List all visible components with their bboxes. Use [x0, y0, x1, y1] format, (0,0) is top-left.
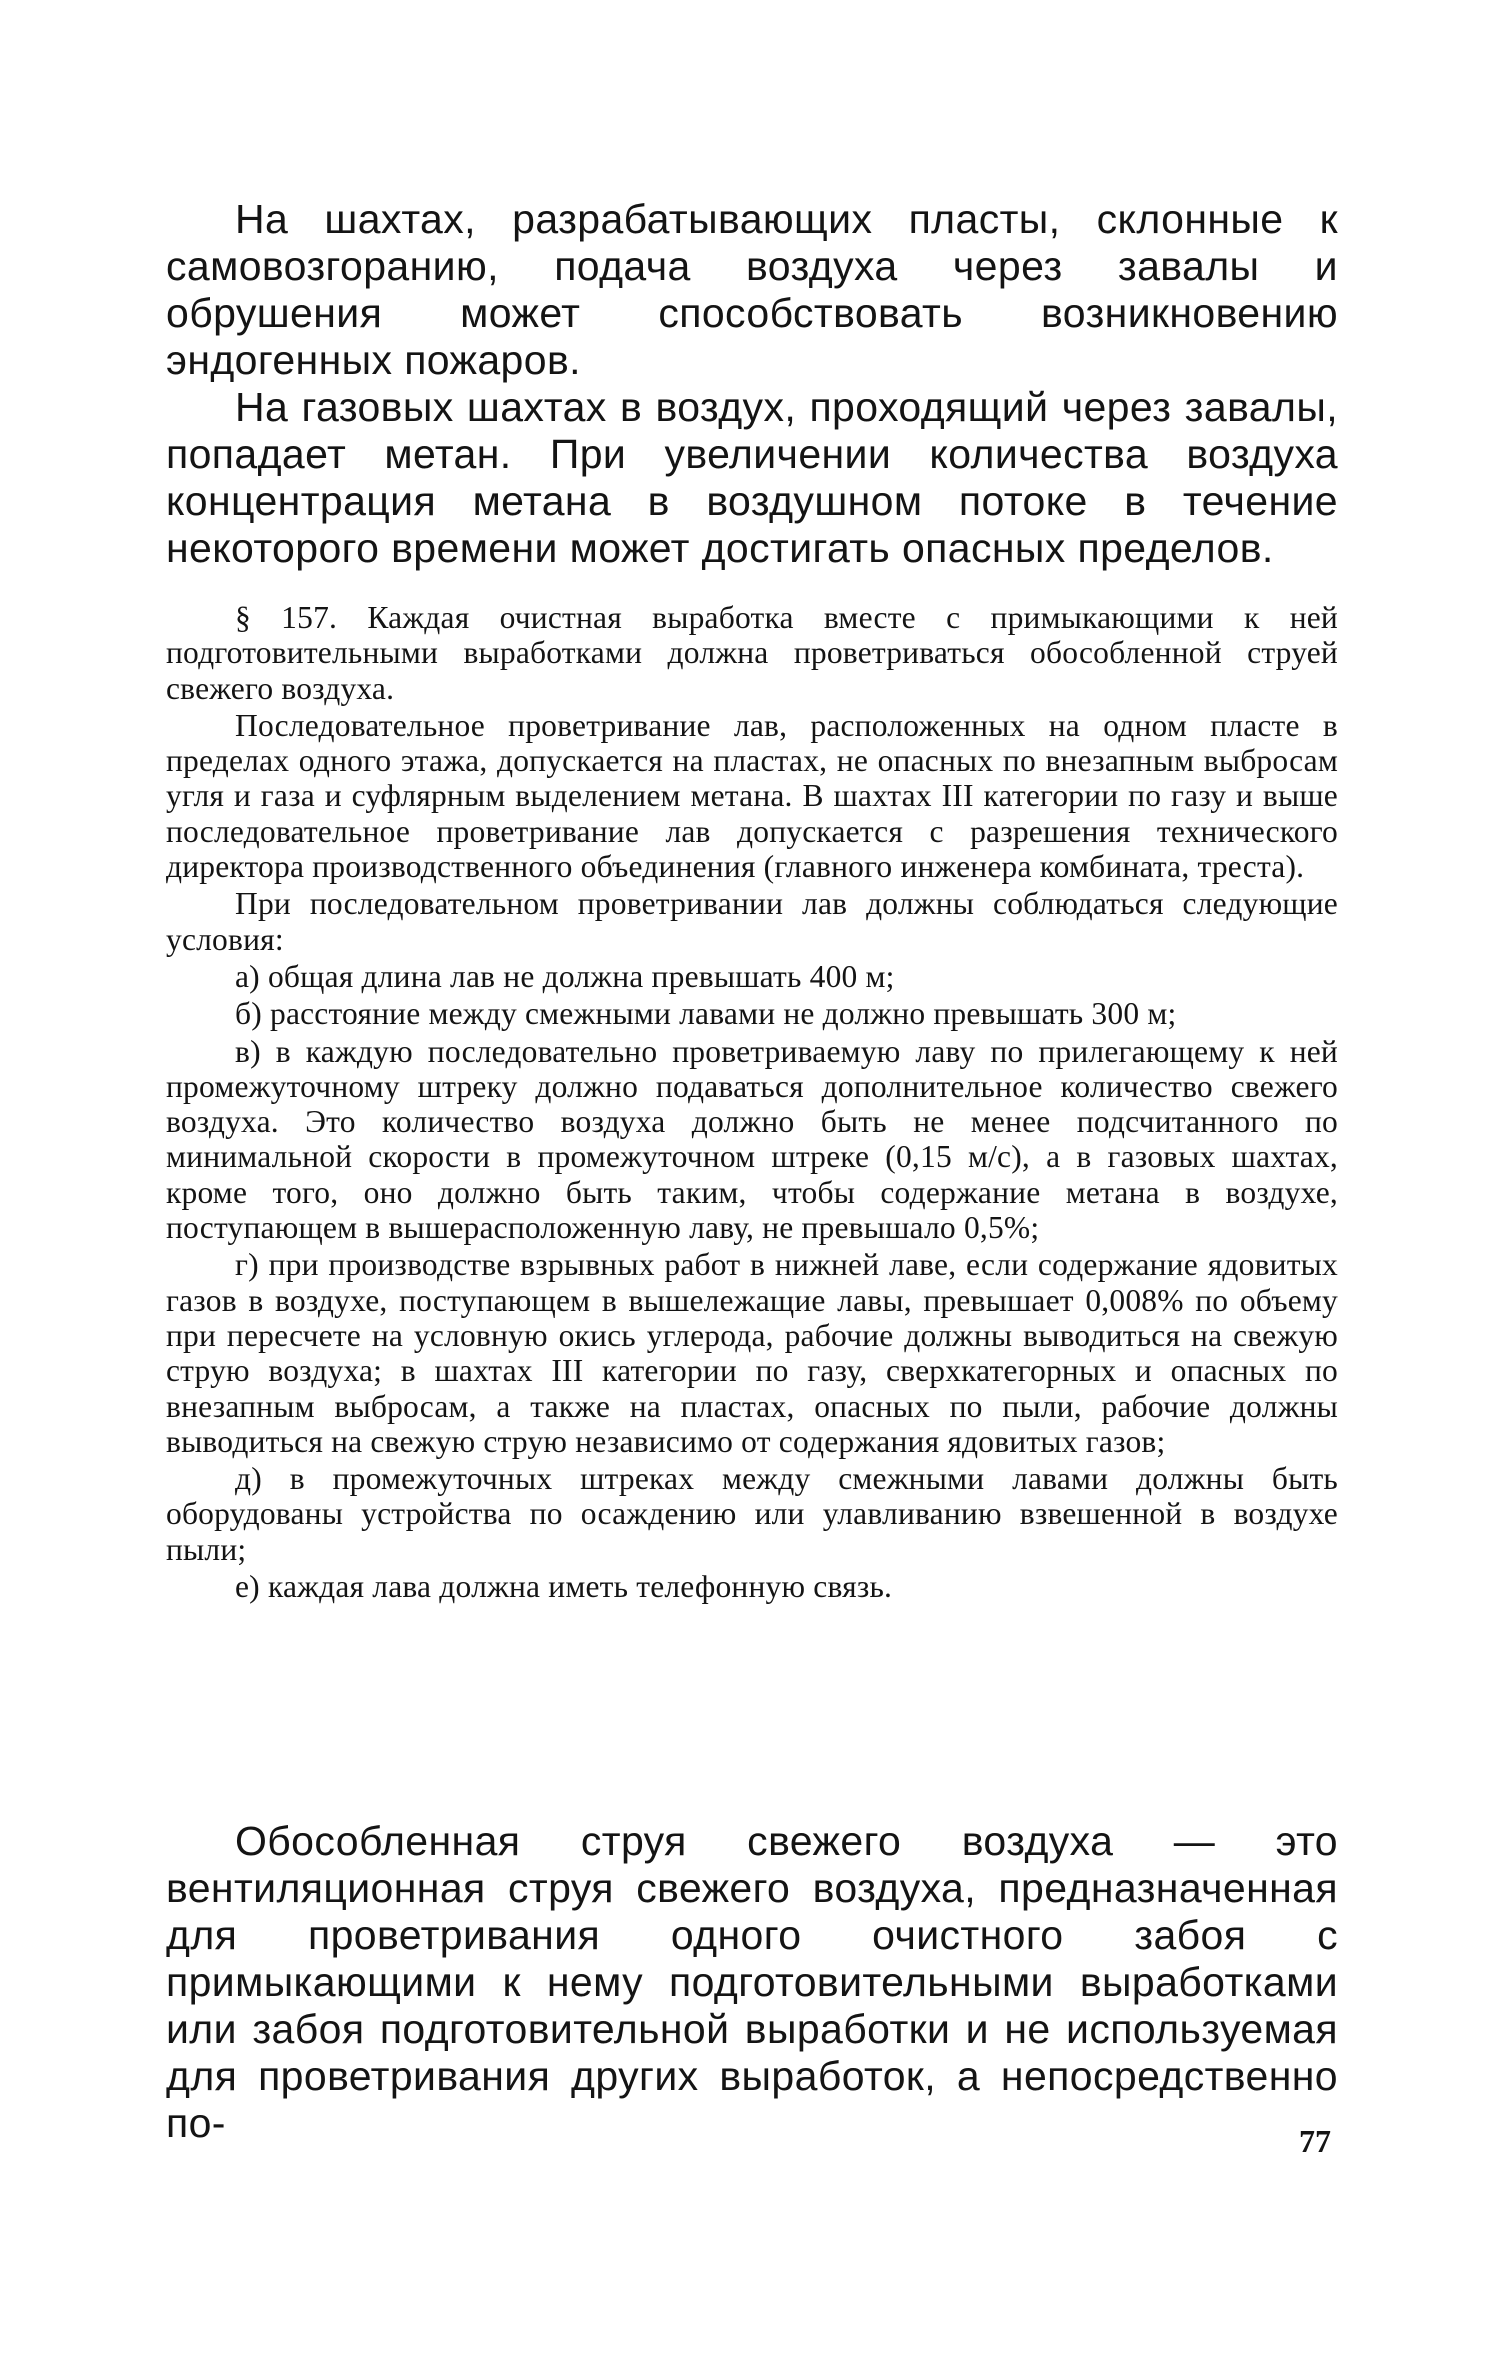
condition-item-e: е) каждая лава должна иметь телефонную связь. [235, 1569, 893, 1605]
condition-item-v: в) в каждую последовательно проветриваемую лаву по прилегающему к ней промежуточному штреку должно подаваться дополнительное количество свежего воздуха. Это количество воздуха должно быть не менее подсчитанного по минимальной скорости в промежуточном штреке (0,15 м/с), а в газовых шахтах, кроме того, оно должно быть таким, чтобы содержание метана в воздухе, поступающем в вышерасположенную лаву, не превышало 0,5%; [166, 1033, 1338, 1246]
commentary-paragraph: На газовых шахтах в воздух, проходящий через завалы, попадает метан. При увеличении количества воздуха концентрация метана в воздушном потоке в течение некоторого времени может достигать опасных пределов. [166, 384, 1338, 571]
commentary-paragraph: На шахтах, разрабатывающих пласты, склонные к самовозгоранию, подача воздуха через завалы и обрушения может способствовать возникновению эндогенных пожаров. [166, 196, 1338, 383]
condition-item-d: д) в промежуточных штреках между смежными лавами должны быть оборудованы устройства по осаждению или улавливанию взвешенной в воздухе пыли; [166, 1461, 1338, 1567]
commentary-block-bottom [166, 1818, 1338, 2147]
condition-item-a: а) общая длина лав не должна превышать 400 м; [235, 958, 895, 994]
section-157-heading-paragraph: § 157. Каждая очистная выработка вместе с примыкающими к ней подготовительными выработками должна проветриваться обособленной струей свежего воздуха. [166, 600, 1338, 706]
rules-section [166, 600, 1338, 1604]
commentary-paragraph: Обособленная струя свежего воздуха — это вентиляционная струя свежего воздуха, предназначенная для проветривания одного очистного забоя с примыкающими к нему подготовительными выработками или забоя подготовительной выработки и не используемая для проветривания других выработок, а непосредственно по- [166, 1818, 1338, 2146]
condition-item-b: б) расстояние между смежными лавами не должно превышать 300 м; [235, 996, 1177, 1032]
condition-item-g: г) при производстве взрывных работ в нижней лаве, если содержание ядовитых газов в воздухе, поступающем в вышележащие лавы, превышает 0,008% по объему при пересчете на условную окись углерода, рабочие должны выводиться на свежую струю воздуха; в шахтах III категории по газу, сверхкатегорных и опасных по внезапным выбросам, а также на пластах, опасных по пыли, рабочие должны выводиться на свежую струю независимо от содержания ядовитых газов; [166, 1247, 1338, 1459]
rules-paragraph: Последовательное проветривание лав, расположенных на одном пласте в пределах одного этажа, допускается на пластах, не опасных по внезапным выбросам угля и газа и суфлярным выделением метана. В шахтах III категории по газу и выше последовательное проветривание лав допускается с разрешения технического директора производственного объединения (главного инженера комбината, треста). [166, 707, 1338, 885]
commentary-block-top [166, 196, 1338, 572]
page-number: 77 [1299, 2123, 1331, 2159]
rules-paragraph: При последовательном проветривании лав должны соблюдаться следующие условия: [166, 886, 1338, 957]
